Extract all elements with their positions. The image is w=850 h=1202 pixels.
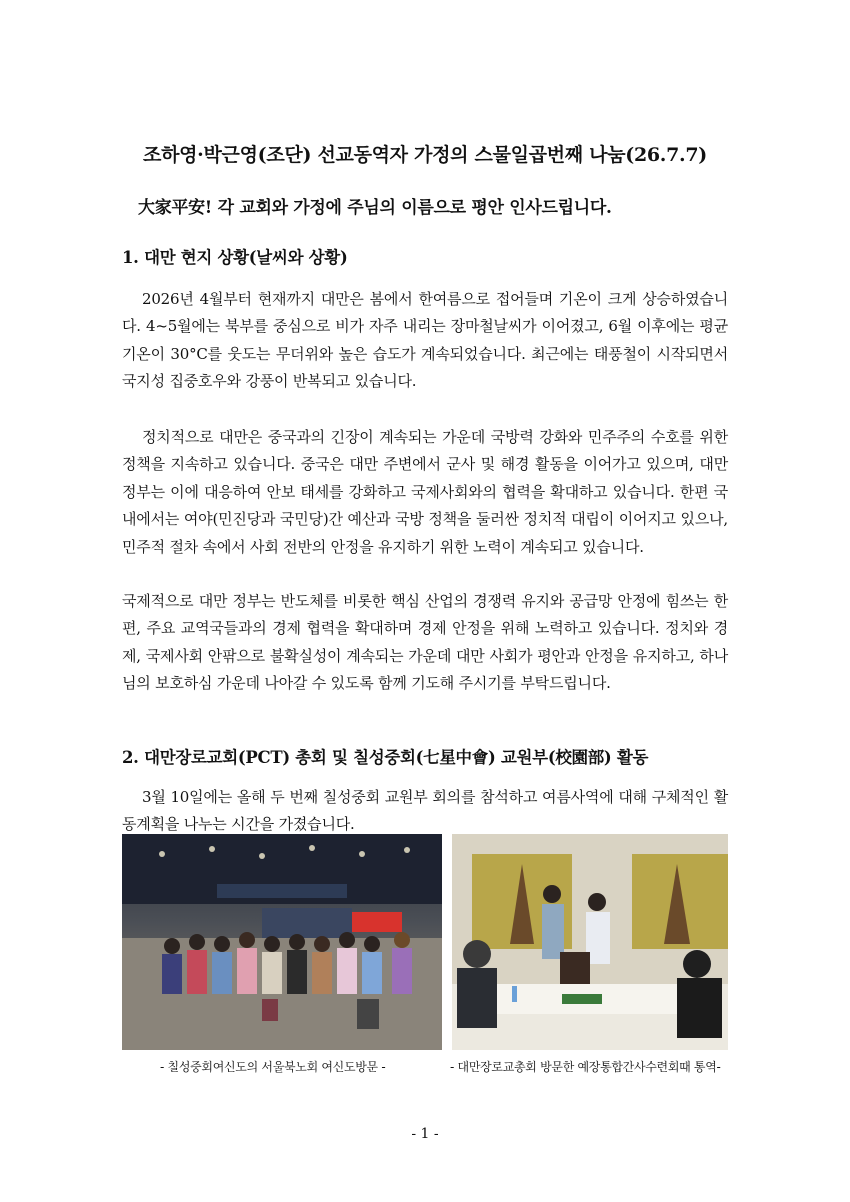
airport-group-illustration — [122, 834, 442, 1050]
section2-heading: 2. 대만장로교회(PCT) 총회 및 칠성중회(七星中會) 교원부(校園部) 활동 — [122, 748, 649, 767]
section1-paragraph-weather-text: 2026년 4월부터 현재까지 대만은 봄에서 한여름으로 접어들며 기온이 크게 상승하였습니다. 4~5월에는 북부를 중심으로 비가 자주 내리는 장마철날씨가 이어졌고, 6월 이후에는 평균 기온이 30°C를 웃도는 무더위와 높은 습도가 계속되었습니다. 최근에는 태풍철이 시작되면서 국지성 집중호우와 강풍이 반복되고 있습니다. — [122, 290, 728, 391]
photo-left-caption: - 칠성중회여신도의 서울북노회 여신도방문 - — [160, 1060, 386, 1074]
document-title: 조하영·박근영(조단) 선교동역자 가정의 스물일곱번째 나눔(26.7.7) — [143, 144, 707, 166]
section1-paragraph-economy: 국제적으로 대만 정부는 반도체를 비롯한 핵심 산업의 경쟁력 유지와 공급망 안정에 힘쓰는 한편, 주요 교역국들과의 경제 협력을 확대하며 경제 안정을 위해 노력하고 있습니다. 정치와 경제, 국제사회 안팎으로 불확실성이 계속되는 가운데 대만 사회가 평안과 안정을 유지하고, 하나님의 보호하심 가운데 나아갈 수 있도록 함께 기도해 주시기를 부탁드립니다. — [122, 592, 728, 693]
photo-right-caption: - 대만장로교총회 방문한 예장통합간사수련회때 통역- — [450, 1060, 721, 1074]
section1-paragraph-weather — [122, 286, 728, 396]
greeting-line: 大家平安! 각 교회와 가정에 주님의 이름으로 평안 인사드립니다. — [138, 198, 612, 218]
section2-paragraph — [122, 784, 728, 839]
section2-paragraph-text: 3월 10일에는 올해 두 번째 칠성중회 교원부 회의를 참석하고 여름사역에 대해 구체적인 활동계획을 나누는 시간을 가졌습니다. — [122, 788, 728, 834]
section1-heading: 1. 대만 현지 상황(날씨와 상황) — [122, 248, 348, 267]
section1-paragraph-politics — [122, 424, 728, 561]
photo-meeting — [452, 834, 728, 1050]
photo-airport-group — [122, 834, 442, 1050]
page-number: - 1 - — [411, 1126, 439, 1142]
meeting-illustration — [452, 834, 728, 1050]
section1-paragraph-politics-text: 정치적으로 대만은 중국과의 긴장이 계속되는 가운데 국방력 강화와 민주주의 수호를 위한 정책을 지속하고 있습니다. 중국은 대만 주변에서 군사 및 해경 활동을 이어가고 있으며, 대만 정부는 이에 대응하여 안보 태세를 강화하고 국제사회와의 협력을 확대하고 있습니다. 한편 국내에서는 여야(민진당과 국민당)간 예산과 국방 정책을 둘러싼 정치적 대립이 이어지고 있으나, 민주적 절차 속에서 사회 전반의 안정을 유지하기 위한 노력이 계속되고 있습니다. — [122, 428, 728, 556]
